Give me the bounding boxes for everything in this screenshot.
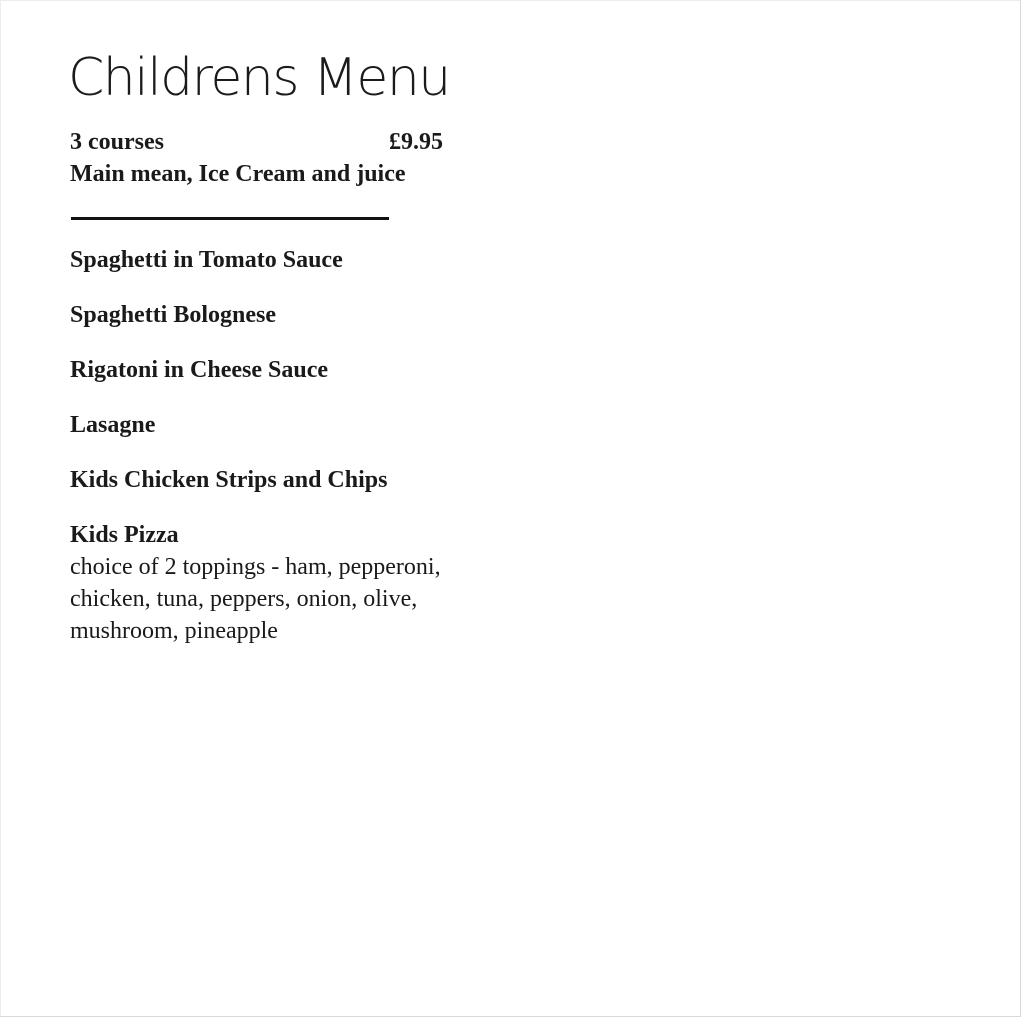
- price-row: [70, 126, 443, 158]
- menu-item-spaghetti-bolognese: Spaghetti Bolognese: [70, 302, 277, 328]
- menu-item-kids-pizza: Kids Pizza: [70, 522, 179, 548]
- menu-item-spaghetti-tomato: Spaghetti in Tomato Sauce: [70, 247, 343, 273]
- menu-items: [70, 244, 490, 647]
- courses-label: 3 courses: [70, 129, 164, 155]
- menu-item-chicken-strips: Kids Chicken Strips and Chips: [70, 467, 388, 493]
- kids-pizza-description: choice of 2 toppings - ham, pepperoni, chicken, tuna, peppers, onion, olive, mushroom, pineapple: [70, 554, 441, 644]
- childrens-menu: [70, 44, 490, 647]
- menu-item-rigatoni: Rigatoni in Cheese Sauce: [70, 357, 328, 383]
- menu-item-lasagne: Lasagne: [70, 412, 156, 438]
- divider: [71, 217, 389, 220]
- menu-title: Childrens Menu: [68, 48, 450, 108]
- menu-includes: Main mean, Ice Cream and juice: [70, 161, 406, 187]
- menu-price: £9.95: [389, 129, 443, 155]
